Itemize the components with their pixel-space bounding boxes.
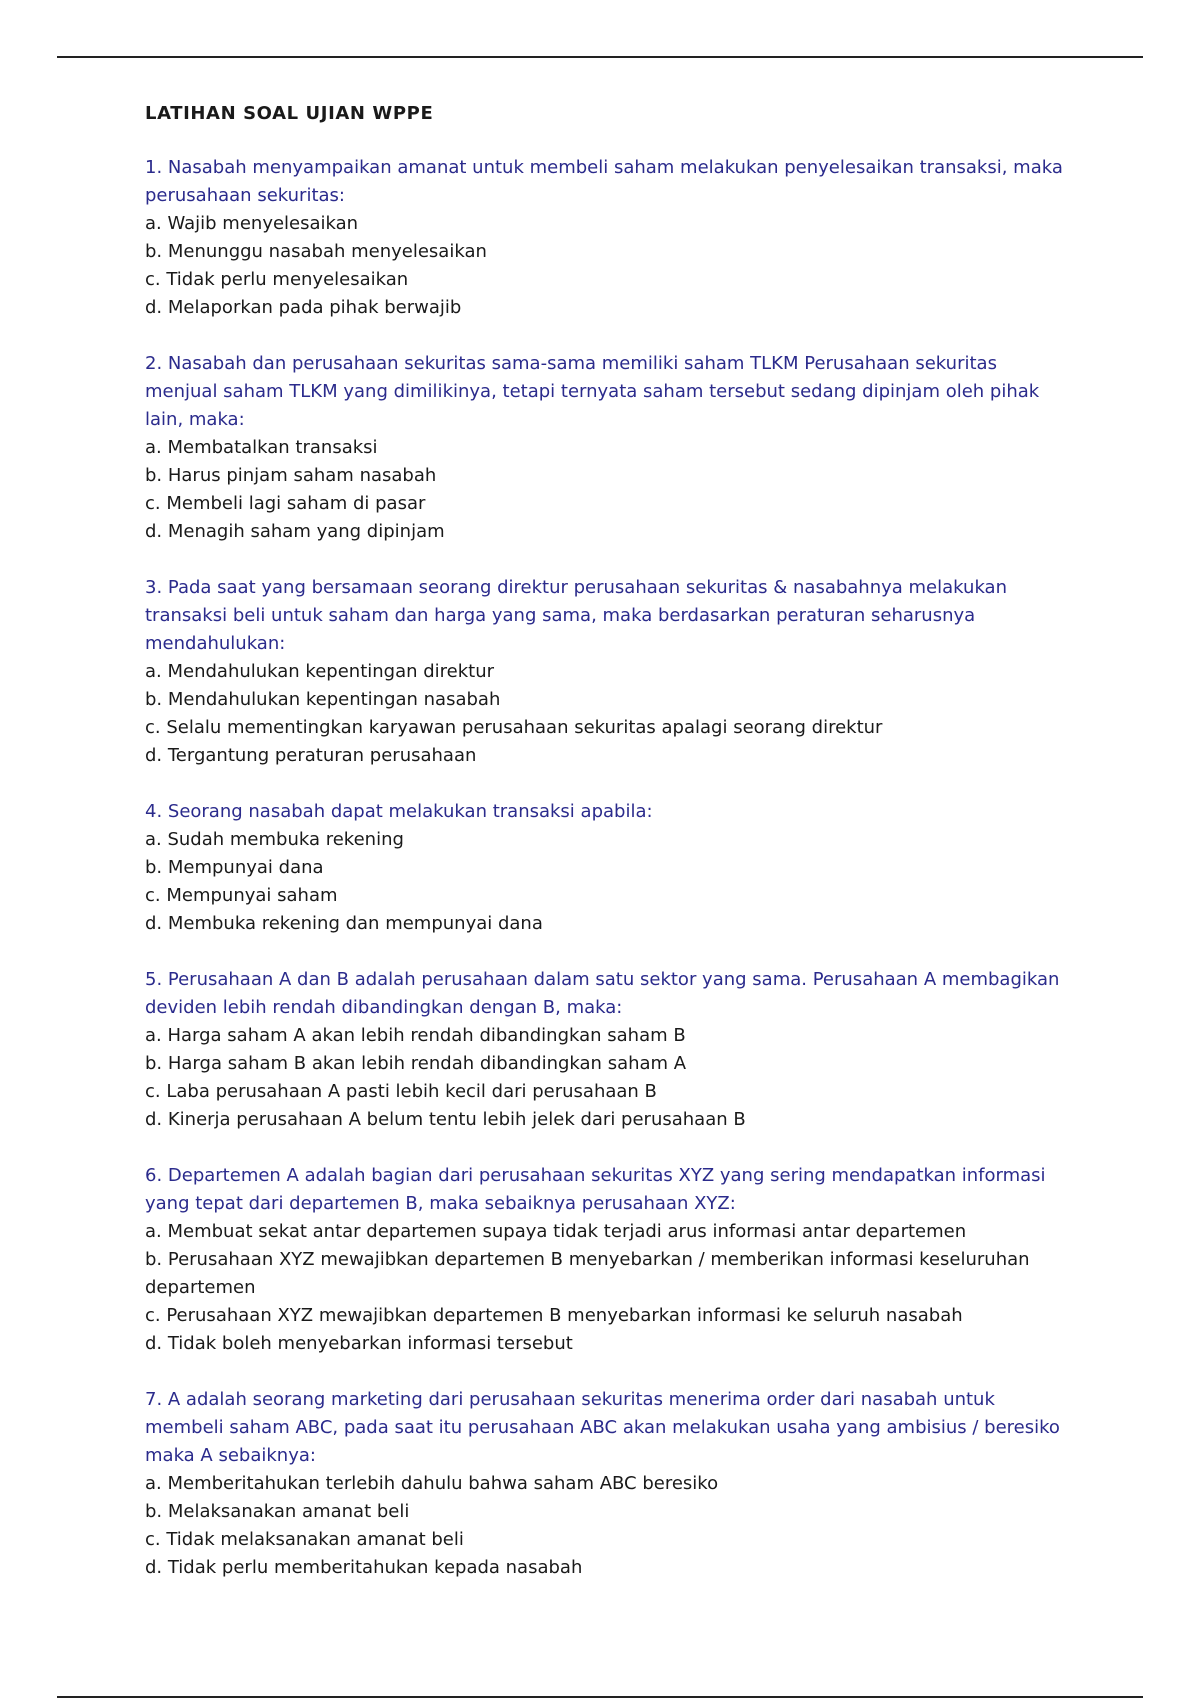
option-d: d. Tergantung peraturan perusahaan <box>145 745 477 766</box>
option-list <box>145 210 1065 322</box>
option-c: c. Tidak perlu menyelesaikan <box>145 269 409 290</box>
option-d: d. Tidak perlu memberitahukan kepada nasabah <box>145 1557 583 1578</box>
bottom-rule <box>57 1696 1143 1698</box>
question-4 <box>145 798 1065 938</box>
option-a: a. Membatalkan transaksi <box>145 437 378 458</box>
option-d: d. Kinerja perusahaan A belum tentu lebih jelek dari perusahaan B <box>145 1109 746 1130</box>
option-c: c. Tidak melaksanakan amanat beli <box>145 1529 464 1550</box>
option-a: a. Membuat sekat antar departemen supaya tidak terjadi arus informasi antar departemen <box>145 1221 967 1242</box>
question-stem: 5. Perusahaan A dan B adalah perusahaan dalam satu sektor yang sama. Perusahaan A membagikan deviden lebih rendah dibandingkan dengan B, maka: <box>145 969 1060 1018</box>
option-d: d. Membuka rekening dan mempunyai dana <box>145 913 543 934</box>
option-b: b. Perusahaan XYZ mewajibkan departemen B menyebarkan / memberikan informasi keseluruhan departemen <box>145 1249 1030 1298</box>
option-b: b. Harga saham B akan lebih rendah dibandingkan saham A <box>145 1053 687 1074</box>
option-c: c. Perusahaan XYZ mewajibkan departemen B menyebarkan informasi ke seluruh nasabah <box>145 1305 963 1326</box>
option-c: c. Laba perusahaan A pasti lebih kecil dari perusahaan B <box>145 1081 657 1102</box>
document-body <box>145 100 1065 1610</box>
option-a: a. Wajib menyelesaikan <box>145 213 359 234</box>
option-d: d. Tidak boleh menyebarkan informasi tersebut <box>145 1333 573 1354</box>
option-d: d. Melaporkan pada pihak berwajib <box>145 297 462 318</box>
question-5 <box>145 966 1065 1134</box>
question-7 <box>145 1386 1065 1582</box>
question-stem: 3. Pada saat yang bersamaan seorang direktur perusahaan sekuritas & nasabahnya melakukan transaksi beli untuk saham dan harga yang sama, maka berdasarkan peraturan seharusnya mendahulukan: <box>145 577 1007 654</box>
option-list <box>145 1470 1065 1582</box>
question-6 <box>145 1162 1065 1358</box>
question-stem: 1. Nasabah menyampaikan amanat untuk membeli saham melakukan penyelesaikan transaksi, maka perusahaan sekuritas: <box>145 157 1063 206</box>
question-stem: 2. Nasabah dan perusahaan sekuritas sama-sama memiliki saham TLKM Perusahaan sekuritas menjual saham TLKM yang dimilikinya, tetapi ternyata saham tersebut sedang dipinjam oleh pihak lain, maka: <box>145 353 1040 430</box>
option-a: a. Harga saham A akan lebih rendah dibandingkan saham B <box>145 1025 686 1046</box>
option-b: b. Melaksanakan amanat beli <box>145 1501 410 1522</box>
question-2 <box>145 350 1065 546</box>
option-b: b. Harus pinjam saham nasabah <box>145 465 437 486</box>
document-title: LATIHAN SOAL UJIAN WPPE <box>145 103 434 124</box>
option-list <box>145 658 1065 770</box>
option-b: b. Menunggu nasabah menyelesaikan <box>145 241 487 262</box>
option-a: a. Sudah membuka rekening <box>145 829 404 850</box>
question-stem: 4. Seorang nasabah dapat melakukan transaksi apabila: <box>145 801 653 822</box>
option-list <box>145 826 1065 938</box>
option-c: c. Mempunyai saham <box>145 885 338 906</box>
option-c: c. Selalu mementingkan karyawan perusahaan sekuritas apalagi seorang direktur <box>145 717 883 738</box>
question-stem: 6. Departemen A adalah bagian dari perusahaan sekuritas XYZ yang sering mendapatkan informasi yang tepat dari departemen B, maka sebaiknya perusahaan XYZ: <box>145 1165 1046 1214</box>
option-c: c. Membeli lagi saham di pasar <box>145 493 426 514</box>
question-stem: 7. A adalah seorang marketing dari perusahaan sekuritas menerima order dari nasabah untuk membeli saham ABC, pada saat itu perusahaan ABC akan melakukan usaha yang ambisius / beresiko maka A sebaiknya: <box>145 1389 1060 1466</box>
question-3 <box>145 574 1065 770</box>
option-list <box>145 1218 1065 1358</box>
option-a: a. Mendahulukan kepentingan direktur <box>145 661 495 682</box>
top-rule <box>57 56 1143 58</box>
question-1 <box>145 154 1065 322</box>
option-d: d. Menagih saham yang dipinjam <box>145 521 445 542</box>
option-list <box>145 434 1065 546</box>
option-b: b. Mempunyai dana <box>145 857 324 878</box>
option-b: b. Mendahulukan kepentingan nasabah <box>145 689 501 710</box>
option-a: a. Memberitahukan terlebih dahulu bahwa saham ABC beresiko <box>145 1473 719 1494</box>
option-list <box>145 1022 1065 1134</box>
